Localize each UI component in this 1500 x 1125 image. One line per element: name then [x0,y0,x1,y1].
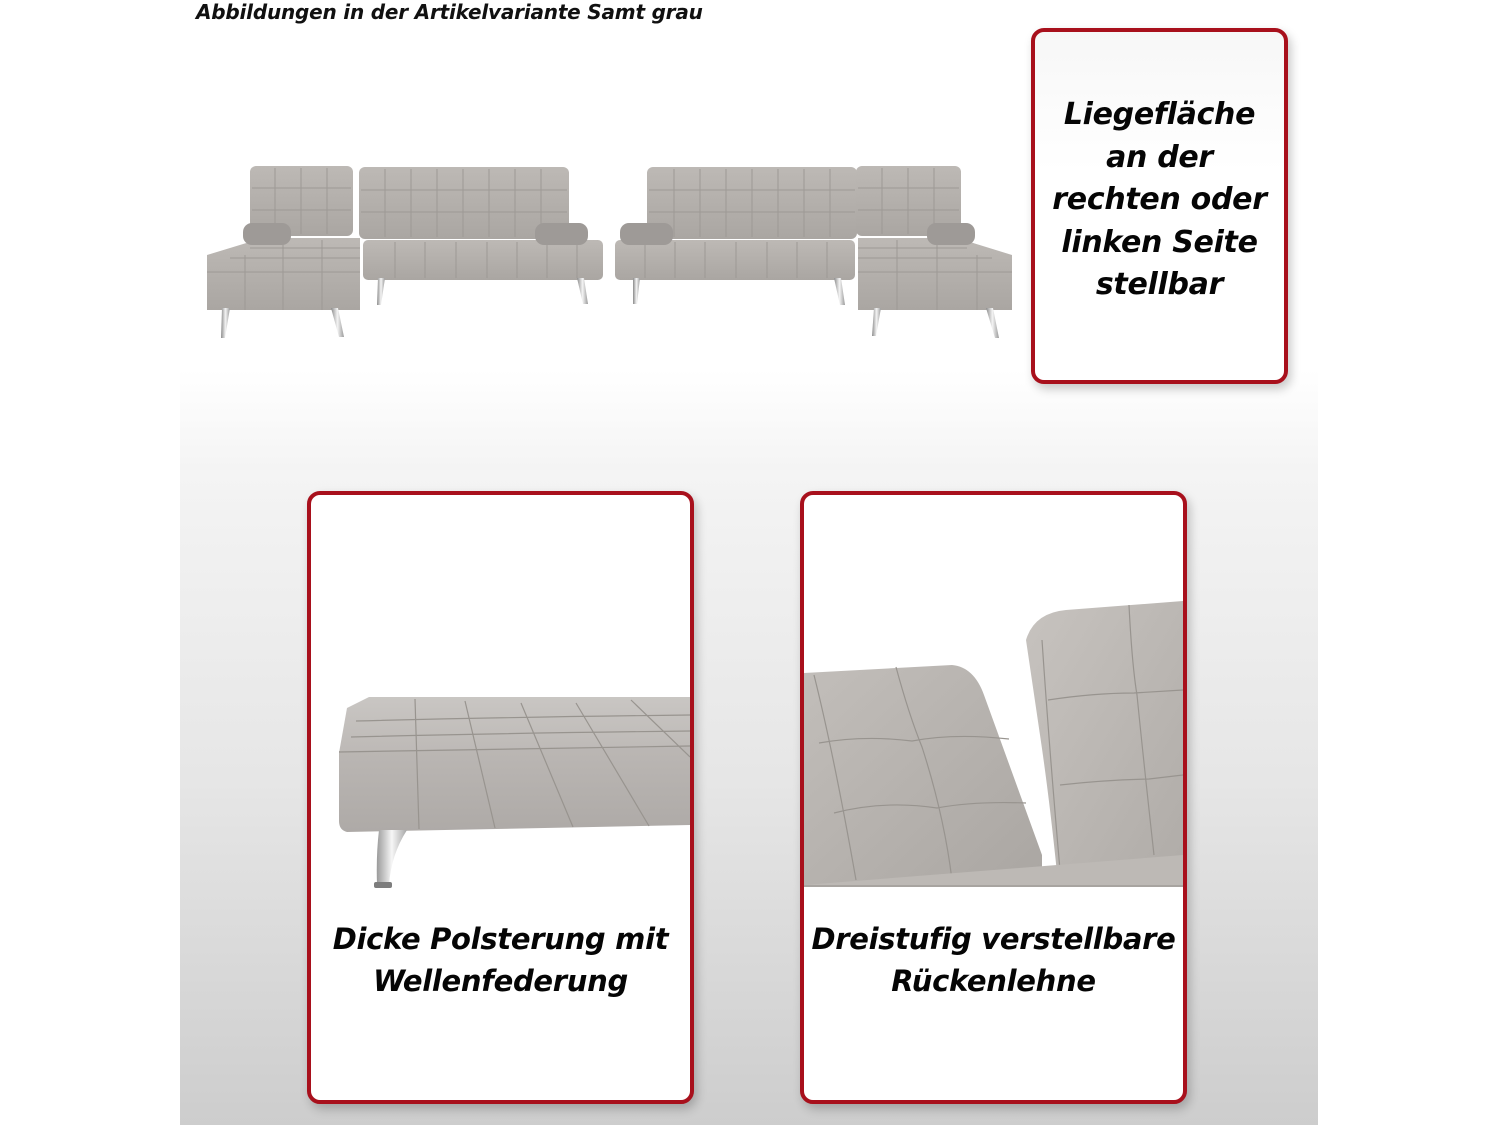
sofa-right-chaise-image [612,160,1022,340]
feature-text-chaise-position: Liegefläche an der rechten oder linken Seite stellbar [1052,97,1267,302]
feature-card-upholstery [307,491,694,1104]
variant-caption: Abbildungen in der Artikelvariante Samt grau [196,0,703,24]
feature-card-backrest [800,491,1187,1104]
backrest-detail-image [804,495,1183,1100]
feature-text-upholstery: Dicke Polsterung mit Wellenfederung [332,922,669,998]
feature-text-backrest: Dreistufig verstellbare Rückenlehne [811,922,1176,998]
seat-detail-image [311,495,690,1100]
feature-card-chaise-position [1031,28,1288,384]
sofa-left-chaise-image [195,160,605,340]
